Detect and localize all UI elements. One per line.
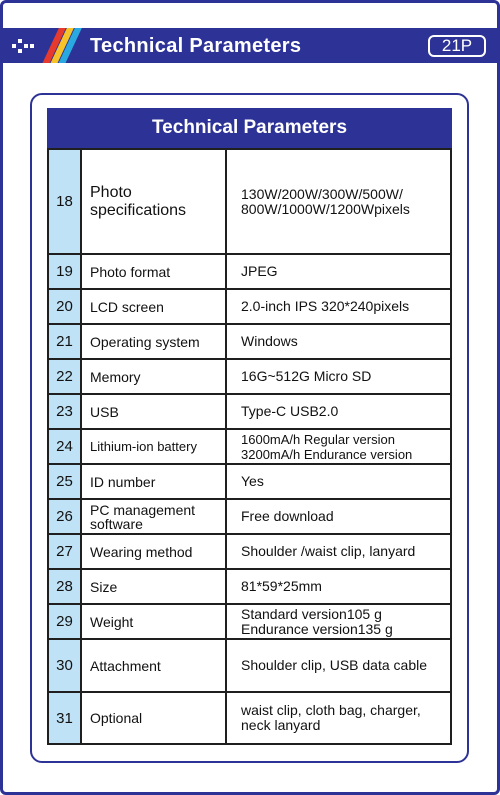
param-value: Type-C USB2.0 <box>226 394 451 429</box>
param-name: Photo format <box>81 254 226 289</box>
param-name: Operating system <box>81 324 226 359</box>
table-row <box>48 692 451 744</box>
param-name: LCD screen <box>81 289 226 324</box>
table-row <box>48 464 451 499</box>
param-name: Photo specifications <box>81 149 226 254</box>
param-name: USB <box>81 394 226 429</box>
param-value: 1600mA/h Regular version 3200mA/h Endurance version <box>226 429 451 464</box>
param-name: Weight <box>81 604 226 639</box>
row-number: 22 <box>48 359 81 394</box>
page-number-badge: 21P <box>428 35 486 57</box>
param-value: Shoulder clip, USB data cable <box>226 639 451 692</box>
param-value: 16G~512G Micro SD <box>226 359 451 394</box>
rainbow-stripes-icon <box>40 28 90 63</box>
row-number: 21 <box>48 324 81 359</box>
param-value: 2.0-inch IPS 320*240pixels <box>226 289 451 324</box>
row-number: 25 <box>48 464 81 499</box>
param-value: Shoulder /waist clip, lanyard <box>226 534 451 569</box>
table-row <box>48 359 451 394</box>
table-row <box>48 254 451 289</box>
row-number: 31 <box>48 692 81 744</box>
param-value: 130W/200W/300W/500W/ 800W/1000W/1200Wpixels <box>226 149 451 254</box>
row-number: 24 <box>48 429 81 464</box>
param-name: Attachment <box>81 639 226 692</box>
param-value: Standard version105 g Endurance version135 g <box>226 604 451 639</box>
table-title: Technical Parameters <box>47 108 452 148</box>
param-name: PC management software <box>81 499 226 534</box>
param-name: Size <box>81 569 226 604</box>
table-row <box>48 639 451 692</box>
param-name: ID number <box>81 464 226 499</box>
spec-table <box>47 148 452 745</box>
header-title: Technical Parameters <box>90 35 302 57</box>
row-number: 20 <box>48 289 81 324</box>
row-number: 18 <box>48 149 81 254</box>
table-row <box>48 324 451 359</box>
param-value: JPEG <box>226 254 451 289</box>
param-value: Yes <box>226 464 451 499</box>
param-name: Optional <box>81 692 226 744</box>
param-value: Free download <box>226 499 451 534</box>
row-number: 29 <box>48 604 81 639</box>
dots-icon <box>12 37 38 55</box>
table-row <box>48 499 451 534</box>
param-name: Lithium-ion battery <box>81 429 226 464</box>
row-number: 19 <box>48 254 81 289</box>
table-row <box>48 429 451 464</box>
param-value: Windows <box>226 324 451 359</box>
row-number: 30 <box>48 639 81 692</box>
table-row <box>48 289 451 324</box>
row-number: 27 <box>48 534 81 569</box>
param-name: Wearing method <box>81 534 226 569</box>
row-number: 28 <box>48 569 81 604</box>
row-number: 23 <box>48 394 81 429</box>
table-row <box>48 569 451 604</box>
param-name: Memory <box>81 359 226 394</box>
param-value: waist clip, cloth bag, charger, neck lanyard <box>226 692 451 744</box>
table-row <box>48 534 451 569</box>
table-row <box>48 394 451 429</box>
table-row <box>48 604 451 639</box>
row-number: 26 <box>48 499 81 534</box>
param-value: 81*59*25mm <box>226 569 451 604</box>
table-row <box>48 149 451 254</box>
